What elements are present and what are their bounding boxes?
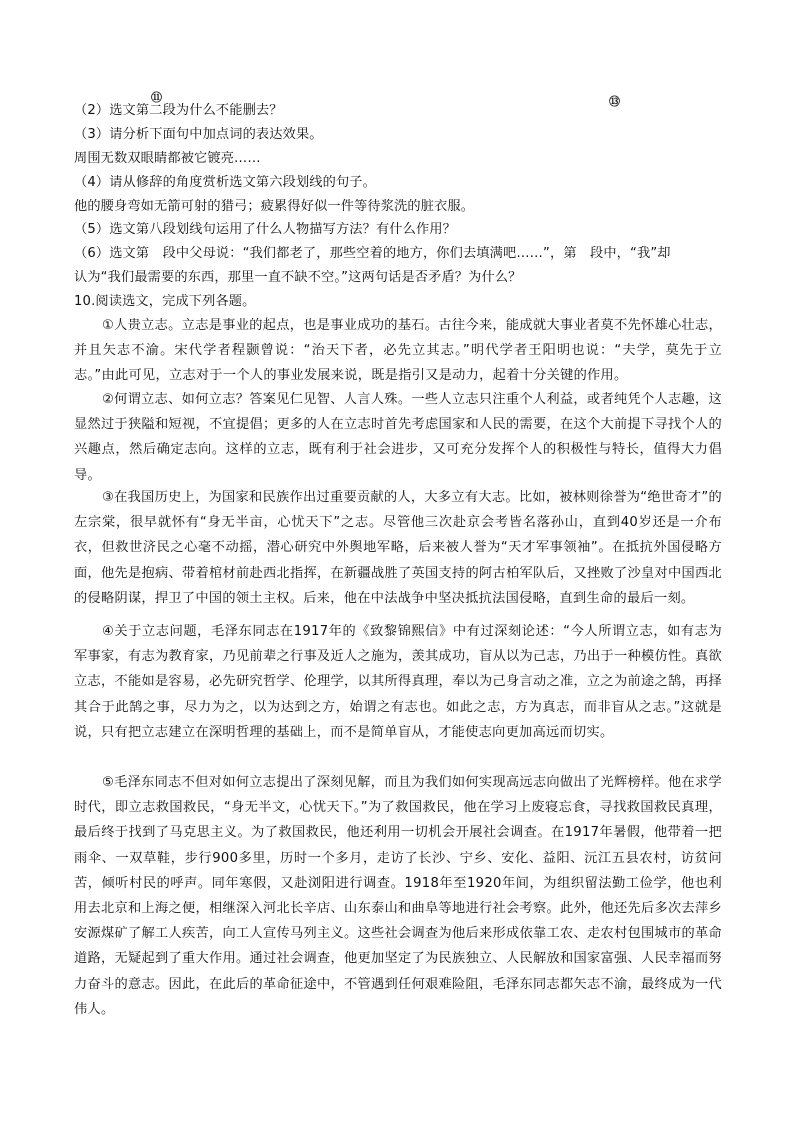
marker-11: ⑪ (151, 91, 162, 104)
question-6-line-1: （6）选文第 段中父母说：“我们都老了，那些空着的地方，你们去填满吧……”，第 段中，“我”却 (74, 246, 671, 261)
article-paragraph-3: ③在我国历史上，为国家和民族作出过重要贡献的人，大多立有大志。比如，被林则徐誉为“绝世奇才”的左宗棠，很早就怀有“身无半亩，心忧天下”之志。尽管他三次赴京会考皆名落孙山，直到40岁还是一介布衣，但救世济民之心毫不动摇，潜心研究中外舆地军略，后来被人誉为“天才军事领袖”。在抵抗外国侵略方面，他先是抱病、带着棺材前赴西北指挥，在新疆战胜了英国支持的阿古柏军队后，又挫败了沙皇对中国西北的侵略阴谋，捍卫了中国的领土主权。后来，他在中法战争中坚决抵抗法国侵略，直到生命的最后一刻。 (74, 490, 722, 606)
question-2: （2）选文第二段为什么不能删去？ (74, 103, 283, 118)
question-3: （3）请分析下面句中加点词的表达效果。 (74, 127, 323, 142)
question-4-sentence: 他的腰身弯如无箭可射的猎弓；疲累得好似一件等待浆洗的脏衣服。 (74, 199, 475, 214)
question-4: （4）请从修辞的角度赏析选文第六段划线的句子。 (74, 175, 376, 190)
article-paragraph-1: ①人贵立志。立志是事业的起点，也是事业成功的基石。古往今来，能成就大事业者莫不先怀雄心壮志，并且矢志不渝。宋代学者程颢曾说：“治天下者，必先立其志。”明代学者王阳明也说：“夫学，莫先于立志。”由此可见，立志对于一个人的事业发展来说，既是指引又是动力，起着十分关键的作用。 (74, 318, 722, 384)
question-6-line-2: 认为“我们最需要的东西，那里一直不缺不空。”这两句话是否矛盾？为什么？ (74, 270, 522, 285)
question-10-heading: 10.阅读选文，完成下列各题。 (74, 294, 256, 309)
article-paragraph-4: ④关于立志问题，毛泽东同志在1917年的《致黎锦熙信》中有过深刻论述：“今人所谓立志，如有志为军事家，有志为教育家，乃见前辈之行事及近人之施为，羡其成功，盲从以为己志，乃出于一种模仿性。真欲立志，不能如是容易，必先研究哲学、伦理学，以其所得真理，奉以为己身言动之准，立之为前途之鹄，再择其合于此鹄之事，尽力为之，以为达到之方，始谓之有志也。如此之志，方为真志，而非盲从之志。”这就是说，只有把立志建立在深明哲理的基础上，而不是简单盲从，才能使志向更加高远而切实。 (74, 624, 722, 740)
marker-13: ⑬ (609, 95, 620, 108)
article-paragraph-5: ⑤毛泽东同志不但对如何立志提出了深刻见解，而且为我们如何实现高远志向做出了光辉榜样。他在求学时代，即立志救国救民，“身无半文，心忧天下。”为了救国救民，他在学习上废寝忘食，寻找救国救民真理，最后终于找到了马克思主义。为了救国救民，他还利用一切机会开展社会调查。在1917年暑假，他带着一把雨伞、一双草鞋，步行900多里，历时一个多月，走访了长沙、宁乡、安化、益阳、沅江五县农村，访贫问苦，倾听村民的呼声。同年寒假，又赴浏阳进行调查。1918年至1920年间，为组织留法勤工俭学，他也利用去北京和上海之便，相继深入河北长辛店、山东泰山和曲阜等地进行社会考察。此外，他还先后多次去萍乡安源煤矿了解工人疾苦，向工人宣传马列主义。这些社会调查为他后来形成依靠工农、走农村包围城市的革命道路，无疑起到了重大作用。通过社会调查，他更加坚定了为民族独立、人民解放和国家富强、人民幸福而努力奋斗的意志。因此，在此后的革命征途中，不管遇到任何艰难险阻，毛泽东同志都矢志不渝，最终成为一代伟人。 (74, 775, 722, 1017)
question-5: （5）选文第八段划线句运用了什么人物描写方法？有什么作用？ (74, 222, 456, 237)
question-3-sentence: 周围无数双眼睛都被它镀亮…… (74, 151, 261, 166)
article-paragraph-2: ②何谓立志、如何立志？答案见仁见智、人言人殊。一些人立志只注重个人利益，或者纯凭个人志趣，这显然过于狭隘和短视，不宜提倡；更多的人在立志时首先考虑国家和人民的需要，在这个大前提下寻找个人的兴趣点，然后确定志向。这样的立志，既有利于社会进步，又可充分发挥个人的积极性与特长，值得大力倡导。 (74, 392, 722, 483)
